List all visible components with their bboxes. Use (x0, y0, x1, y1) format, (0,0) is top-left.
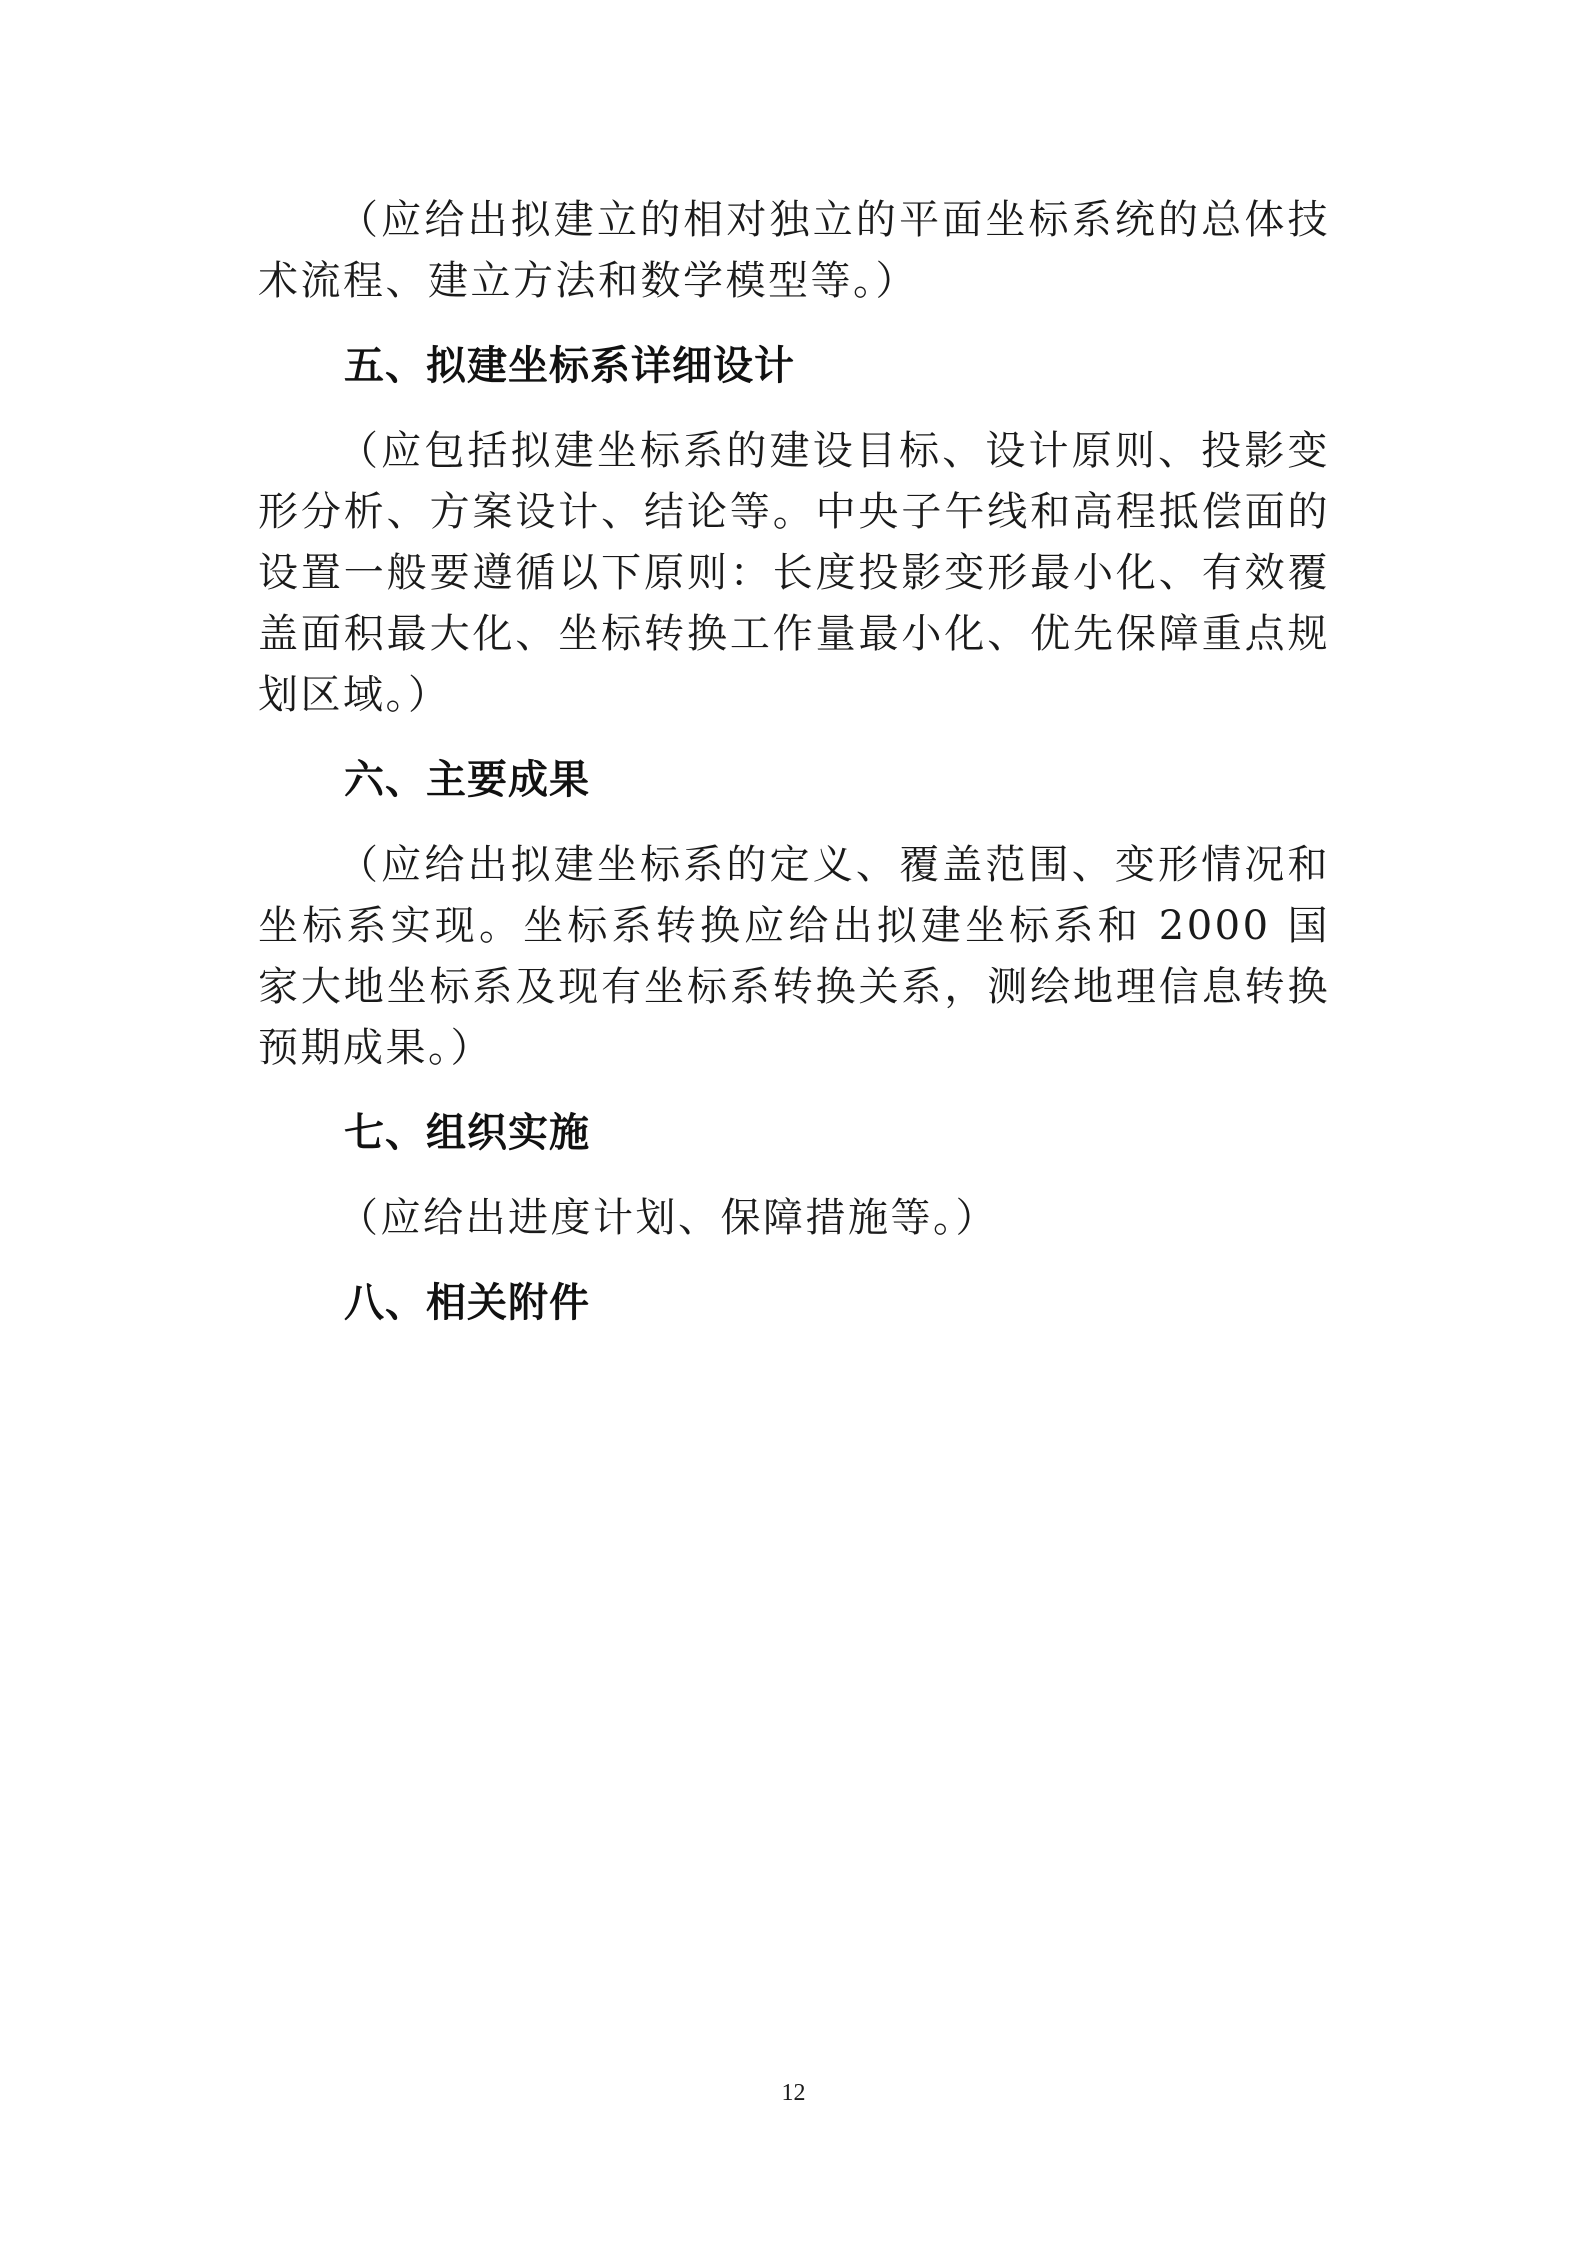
section-heading-5: 五、拟建坐标系详细设计 (344, 343, 795, 389)
paragraph-implementation: （应给出进度计划、保障措施等。） (338, 1195, 998, 1241)
paragraph-detailed-design: （应包括拟建坐标系的建设目标、设计原则、投影变形分析、方案设计、结论等。中央子午线和高程抵偿面的设置一般要遵循以下原则：长度投影变形最小化、有效覆盖面积最大化、坐标转换工作量最小化、优先保障重点规划区域。） (258, 428, 1330, 718)
section-heading-8: 八、相关附件 (344, 1280, 590, 1326)
section-heading-6: 六、主要成果 (344, 757, 590, 803)
section-heading-7: 七、组织实施 (344, 1110, 590, 1156)
page-body (258, 190, 1330, 1334)
paragraph-technical-process: （应给出拟建立的相对独立的平面坐标系统的总体技术流程、建立方法和数学模型等。） (258, 197, 1330, 304)
paragraph-main-results: （应给出拟建坐标系的定义、覆盖范围、变形情况和坐标系实现。坐标系转换应给出拟建坐标系和 2000 国家大地坐标系及现有坐标系转换关系，测绘地理信息转换预期成果。） (258, 842, 1330, 1071)
page-number: 12 (781, 2080, 806, 2106)
